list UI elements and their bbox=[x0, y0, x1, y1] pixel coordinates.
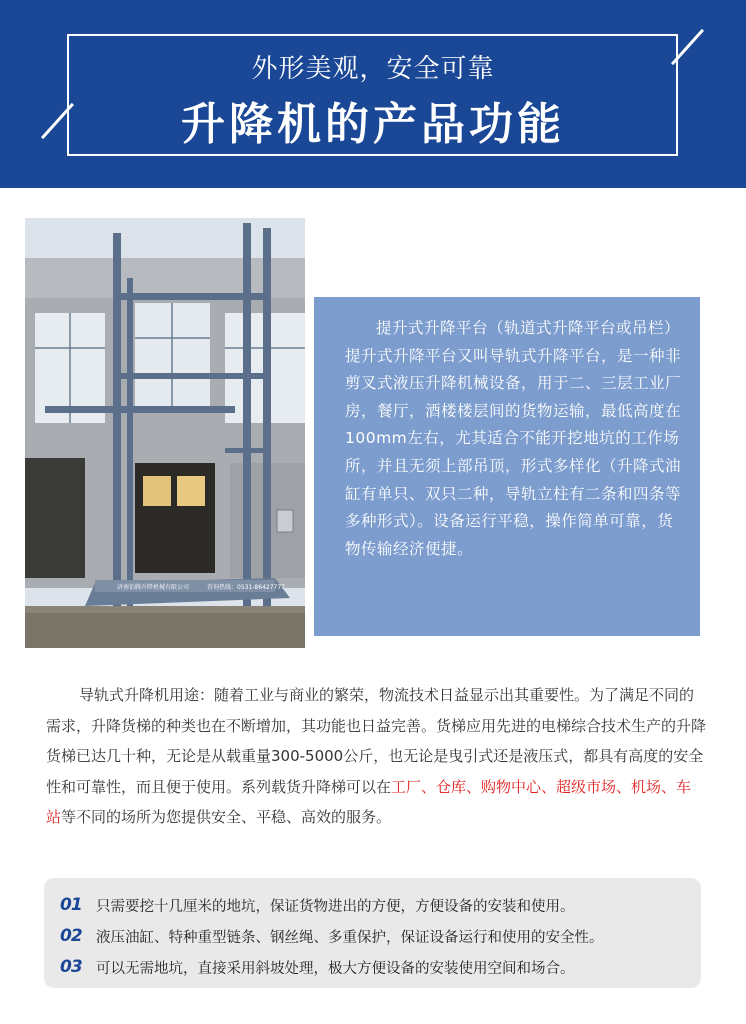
platform-sign-phone: 咨询热线：0531-86427777 bbox=[207, 584, 285, 591]
feature-item bbox=[60, 923, 604, 949]
header-banner bbox=[0, 0, 746, 188]
usage-highlight: 工厂、仓库、购物中心、超级市场、机场、车站 bbox=[46, 777, 692, 827]
banner-title: 升降机的产品功能 bbox=[181, 99, 565, 150]
usage-paragraph bbox=[46, 680, 706, 833]
feature-number: 01 bbox=[60, 895, 82, 915]
feature-text: 只需要挖十几厘米的地坑，保证货物进出的方便，方便设备的安装和使用。 bbox=[96, 898, 575, 915]
feature-number: 03 bbox=[60, 957, 82, 977]
feature-item bbox=[60, 954, 575, 980]
feature-number: 02 bbox=[60, 926, 82, 946]
product-photo bbox=[25, 218, 305, 648]
feature-text: 可以无需地坑，直接采用斜坡处理，极大方便设备的安装使用空间和场合。 bbox=[96, 960, 575, 977]
usage-text-end: 等不同的场所为您提供安全、平稳、高效的服务。 bbox=[61, 808, 392, 827]
intro-text: 提升式升降平台（轨道式升降平台或吊栏）提升式升降平台又叫导轨式升降平台，是一种非剪叉式液压升降机械设备，用于二、三层工业厂房，餐厅，酒楼楼层间的货物运输，最低高度在100mm左右，尤其适合不能开挖地坑的工作场所，并且无须上部吊顶，形式多样化（升降式油缸有单只、双只二种，导轨立柱有二条和四条等多种形式）。设备运行平稳，操作简单可靠，货物传输经济便捷。 bbox=[345, 319, 682, 558]
banner-subtitle: 外形美观，安全可靠 bbox=[251, 54, 495, 84]
feature-text: 液压油缸、特种重型链条、钢丝绳、多重保护，保证设备运行和使用的安全性。 bbox=[96, 929, 604, 946]
usage-text: 导轨式升降机用途：随着工业与商业的繁荣，物流技术日益显示出其重要性。为了满足不同的需求，升降货梯的种类也在不断增加，其功能也日益完善。货梯应用先进的电梯综合技术生产的升降货梯已达几十种，无论是从载重量300-5000公斤，也无论是曳引式还是液压式，都具有高度的安全性和可靠性，而且便于使用。系列载货升降梯可以在 bbox=[46, 686, 707, 796]
platform-sign-company: 济南佰腾升降机械有限公司 bbox=[117, 584, 190, 591]
feature-box bbox=[44, 878, 701, 988]
feature-item bbox=[60, 892, 575, 918]
